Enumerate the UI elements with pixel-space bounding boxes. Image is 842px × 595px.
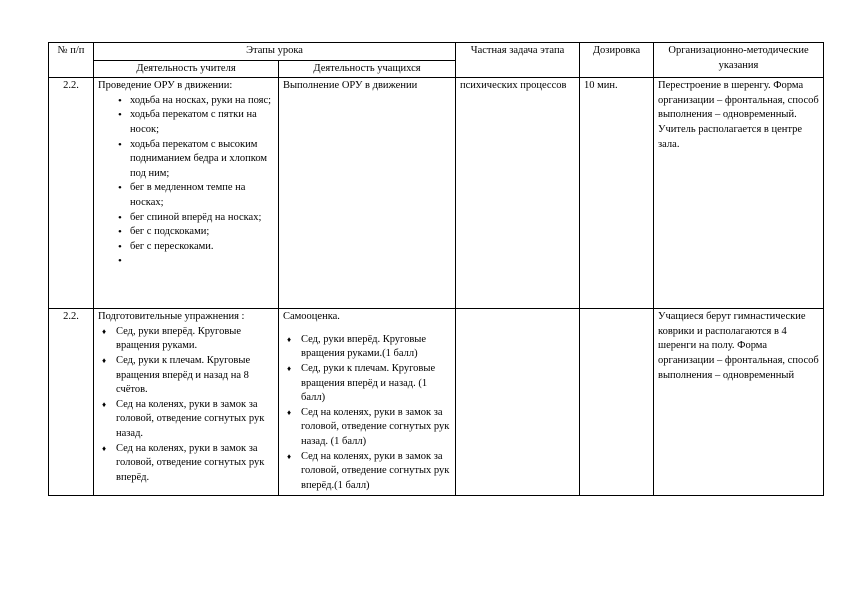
list-item: • ходьба перекатом с пятки на носок; <box>98 108 274 137</box>
dosage: 10 мин. <box>580 78 654 309</box>
org-guidelines: Перестроение в шеренгу. Форма организации – фронтальная, способ выполнения – одновременный. Учитель располагается в центре зала. <box>654 78 824 309</box>
teacher-activity <box>94 78 279 309</box>
header-stages: Этапы урока <box>94 43 456 61</box>
header-num: № п/п <box>49 43 94 78</box>
list-item: • бег в медленном темпе на носках; <box>98 181 274 210</box>
list-item <box>98 254 274 268</box>
list-item: ♦ Сед, руки вперёд. Круговые вращения руками. <box>98 325 274 354</box>
teacher-activity-title: Подготовительные упражнения : <box>98 311 245 323</box>
list-item: • бег с подскоками; <box>98 225 274 240</box>
header-teacher: Деятельность учителя <box>94 60 279 78</box>
list-item: • ходьба на носках, руки на пояс; <box>98 94 274 109</box>
header-org: Организационно-методические указания <box>654 43 824 78</box>
header-row <box>49 43 824 61</box>
student-activity-title: Самооценка. <box>283 311 340 323</box>
list-item: ♦ Сед, руки вперёд. Круговые вращения руками.(1 балл) <box>283 333 451 362</box>
row-number: 2.2. <box>49 309 94 496</box>
list-item: ♦ Сед, руки к плечам. Круговые вращения вперёд и назад на 8 счётов. <box>98 354 274 398</box>
table-row <box>49 78 824 309</box>
header-student: Деятельность учащихся <box>279 60 456 78</box>
org-guidelines: Учащиеся берут гимнастические коврики и располагаются в 4 шеренги на полу. Форма организации – фронтальная, способ выполнения – одновременный <box>654 309 824 496</box>
list-item: • бег спиной вперёд на носках; <box>98 211 274 226</box>
list-item: ♦ Сед на коленях, руки в замок за головой, отведение согнутых рук вперёд. <box>98 442 274 486</box>
list-item: ♦ Сед на коленях, руки в замок за головой, отведение согнутых рук назад. <box>98 398 274 442</box>
lesson-plan-table <box>48 42 824 496</box>
table-row <box>49 309 824 496</box>
stage-task: психических процессов <box>456 78 580 309</box>
list-item: ♦ Сед на коленях, руки в замок за головой, отведение согнутых рук назад. (1 балл) <box>283 406 451 450</box>
teacher-activity-list <box>98 94 274 269</box>
stage-task <box>456 309 580 496</box>
teacher-activity-list <box>98 325 274 486</box>
list-item: ♦ Сед, руки к плечам. Круговые вращения вперёд и назад. (1 балл) <box>283 362 451 406</box>
student-activity: Выполнение ОРУ в движении <box>279 78 456 309</box>
student-activity <box>279 309 456 496</box>
teacher-activity-title: Проведение ОРУ в движении: <box>98 80 233 92</box>
header-dose: Дозировка <box>580 43 654 78</box>
header-task: Частная задача этапа <box>456 43 580 78</box>
list-item: ♦ Сед на коленях, руки в замок за головой, отведение согнутых рук вперёд.(1 балл) <box>283 450 451 494</box>
row-number: 2.2. <box>49 78 94 309</box>
dosage <box>580 309 654 496</box>
student-activity-list <box>283 333 451 494</box>
list-item: • ходьба перекатом с высоким подниманием бедра и хлопком под ним; <box>98 138 274 182</box>
list-item: • бег с перескоками. <box>98 240 274 255</box>
teacher-activity <box>94 309 279 496</box>
